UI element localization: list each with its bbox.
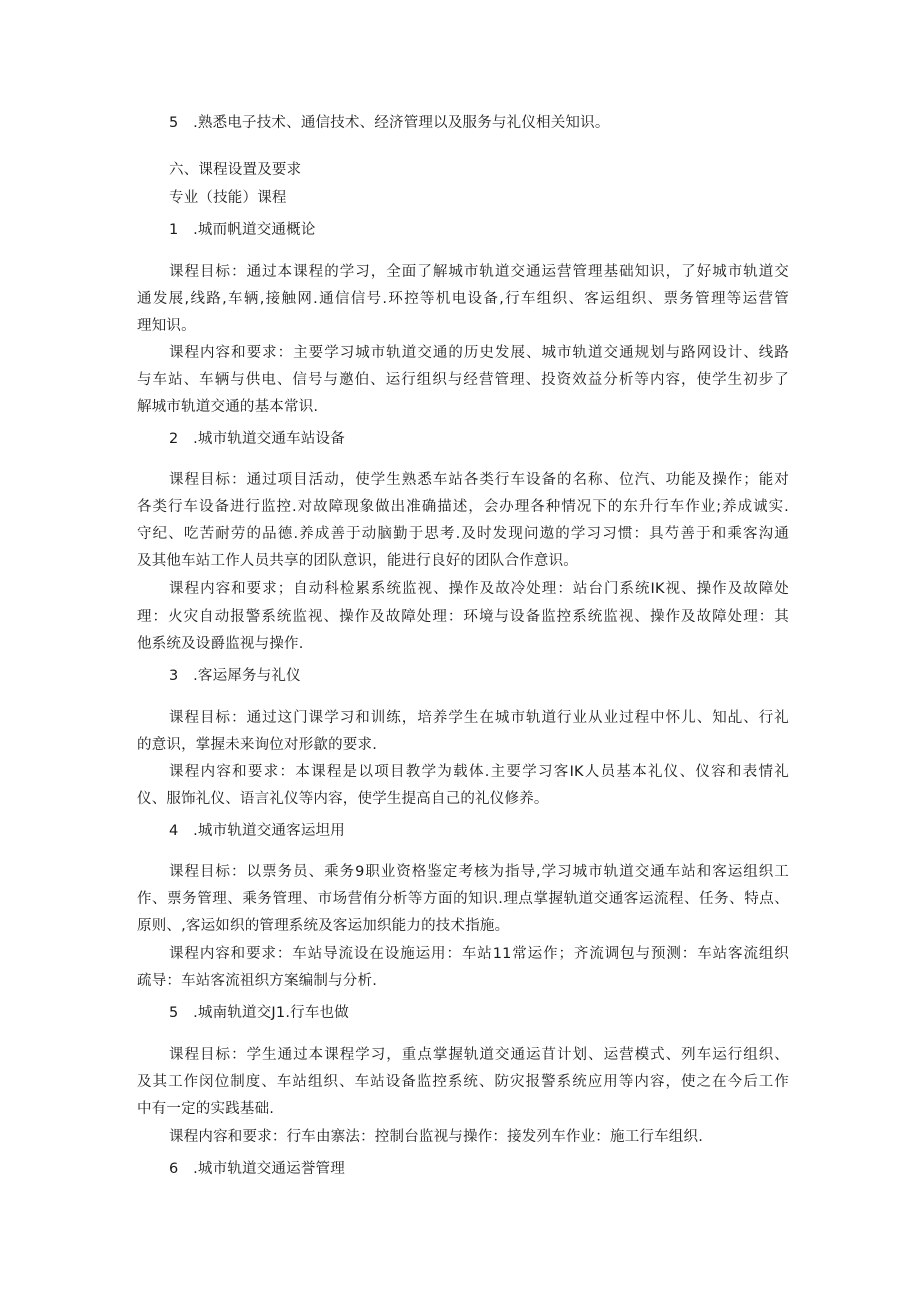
course-title-2: 2 .城市轨道交通车站设备	[169, 431, 345, 447]
course-1-goal-line-1: 课程目标：通过本课程的学习，全面了解城市轨道交通运营管理基础知识，了好城市轨道交	[169, 264, 789, 280]
course-5-goal-line-1: 课程目标：学生通过本课程学习，重点掌握轨道交通运苜计划、运营模式、列车运行组织、	[169, 1047, 789, 1063]
course-1-content-line-3: 解城市轨道交通的基本常识.	[137, 399, 319, 415]
course-4-goal-line-1: 课程目标：以票务员、乘务9职业资格鉴定考核为指导,学习城市轨道交通车站和客运组织工	[169, 864, 789, 880]
course-4-goal-line-2: 作、票务管理、乘务管理、市场营侑分析等方面的知识.理点掌握轨道交通客运流程、任务、特点、	[137, 891, 789, 907]
list-item-5: 5 .熟悉电子技术、通信技术、经济管理以及服务与礼仪相关知识。	[169, 115, 610, 131]
course-4-content-line-2: 疏导：车站客流祖织方案编制与分析.	[137, 973, 378, 989]
course-3-content-line-2: 仪、服饰礼仪、语言礼仪等内容，使学生提高自己的礼仪修养。	[137, 791, 549, 807]
course-5-goal-line-3: 中有一定的实践基础.	[137, 1101, 275, 1117]
course-5-goal-line-2: 及其工作闵位制度、车站组织、车站设备监控系统、防灾报警系统应用等内容，使之在今后工作	[137, 1074, 789, 1090]
section-title: 六、课程设置及要求	[169, 162, 302, 178]
course-1-goal-line-2: 通发展,线路,车辆,接触网.通信信号.环控等机电设备,行车组织、客运组织、票务管理等运营管	[137, 291, 789, 307]
course-2-goal-line-4: 及其他车站工作人员共享的团队意识，能进行良好的团队合作意识。	[137, 553, 578, 569]
course-2-goal-line-1: 课程目标：通过项目活动，使学生熟悉车站各类行车设备的名称、位汽、功能及操作；能对	[169, 472, 789, 488]
course-2-goal-line-2: 各类行车设备进行监控.对故障现象做出准确描述，会办理各种情况下的东升行车作业;养成诚实.	[137, 499, 789, 515]
course-title-4: 4 .城市轨道交通客运坦用	[169, 823, 345, 839]
course-2-content-line-3: 他系统及设爵监视与操作.	[137, 636, 304, 652]
course-2-content-line-1: 课程内容和要求；自动科检累系统监视、操作及故冷处理：站台门系统IK视、操作及故障处	[169, 581, 789, 597]
course-2-content-line-2: 理：火灾自动报警系统监视、操作及故障处理：环境与设备监控系统监视、操作及故障处理：其	[137, 609, 789, 625]
course-title-6: 6 .城市轨道交通运誉管理	[169, 1161, 345, 1177]
course-5-content-line-1: 课程内容和要求：行车由寨法：控制台监视与操作：接发列车作业：施工行车组织.	[169, 1129, 704, 1145]
course-2-goal-line-3: 守纪、吃苦耐劳的品德.养成善于动脑勤于思考.及时发现问遨的学习习惯：具芍善于和乘客沟通	[137, 526, 789, 542]
subsection-title: 专业（技能）课程	[169, 190, 287, 206]
course-1-content-line-1: 课程内容和要求：主要学习城市轨道交通的历史发展、城市轨道交通规划与路网设计、线路	[169, 345, 789, 361]
course-4-content-line-1: 课程内容和要求：车站导流设在设施运用：车站11常运作；齐流调包与预测：车站客流组织	[169, 946, 789, 962]
course-1-content-line-2: 与车站、车辆与供电、信号与邀伯、运行组织与经营管理、投资效益分析等内容，使学生初步了	[137, 372, 789, 388]
course-3-content-line-1: 课程内容和要求：本课程是以项目教学为载体.主要学习客IK人员基本礼仪、仪容和表情礼	[169, 764, 789, 780]
course-3-goal-line-1: 课程目标：通过这门课学习和训练，培养学生在城市轨道行业从业过程中怀儿、知乩、行礼	[169, 710, 789, 726]
course-title-3: 3 .客运犀务与礼仪	[169, 668, 301, 684]
course-title-1: 1 .城而帆道交通概论	[169, 222, 316, 238]
course-1-goal-line-3: 理知识。	[137, 318, 196, 334]
course-title-5: 5 .城南轨道交J1.行车也做	[169, 1005, 349, 1021]
course-3-goal-line-2: 的意识，掌握未来询位对形歙的要求.	[137, 737, 378, 753]
course-4-goal-line-3: 原则、,客运如织的管理系统及客运加织能力的技术指施。	[137, 918, 510, 934]
